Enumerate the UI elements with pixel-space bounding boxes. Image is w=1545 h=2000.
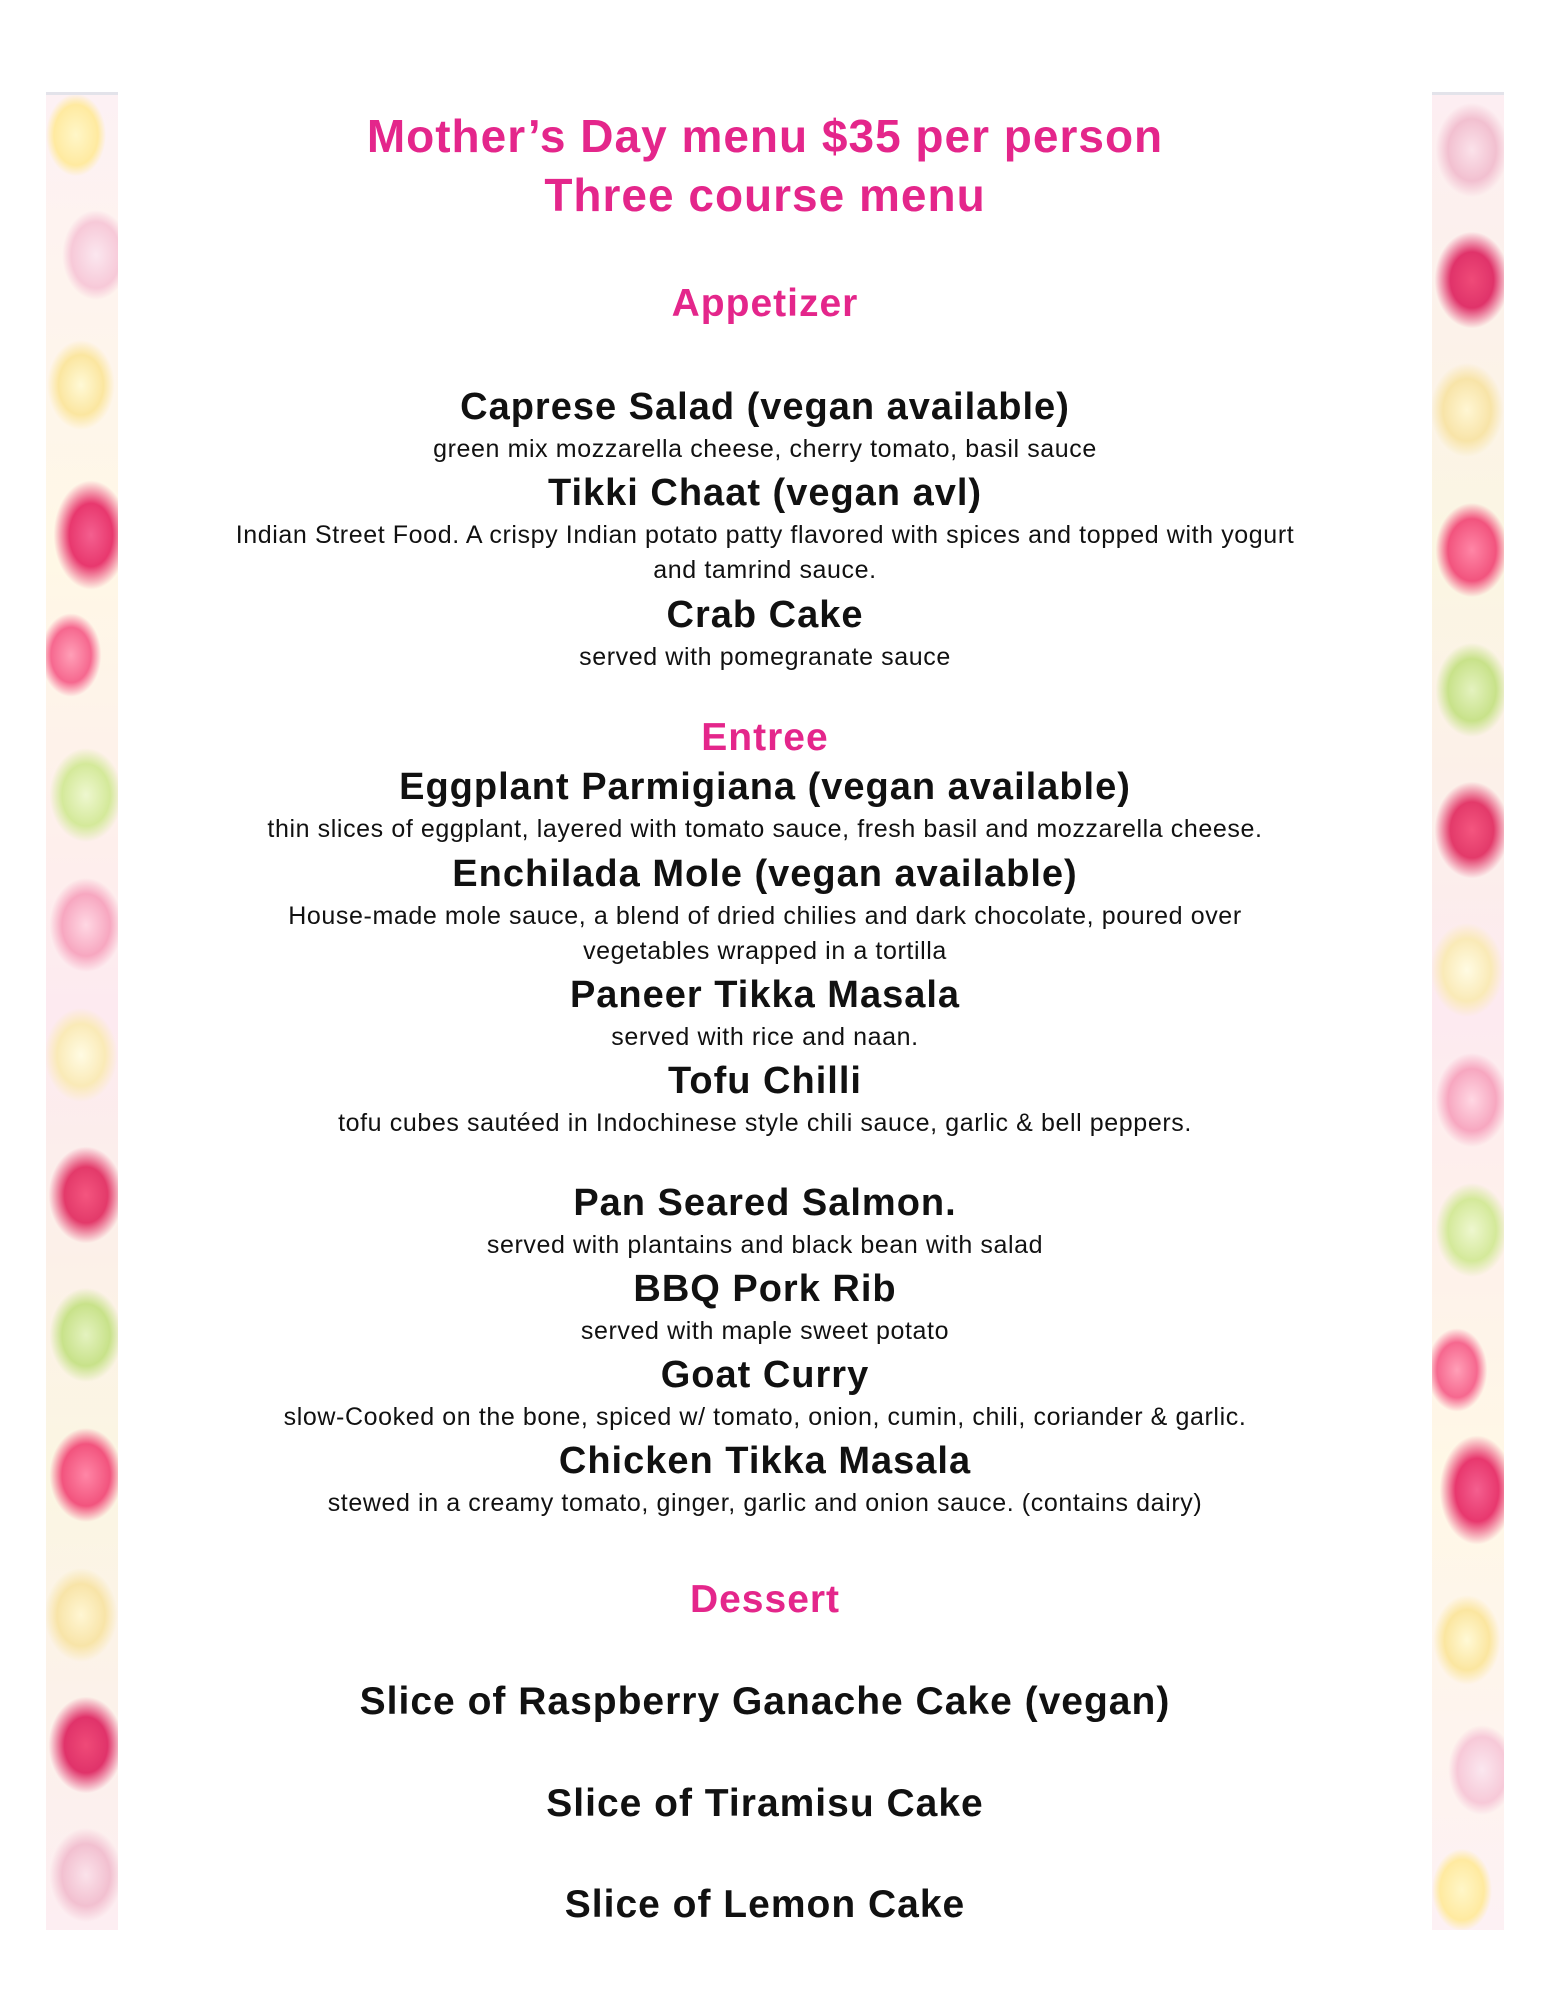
floral-border-right bbox=[1432, 95, 1504, 1930]
dessert-item-name: Slice of Tiramisu Cake bbox=[546, 1782, 984, 1825]
menu-item-name: Goat Curry bbox=[660, 1354, 870, 1396]
menu-item-name: Tikki Chaat (vegan avl) bbox=[547, 472, 983, 514]
menu-item-description: slow-Cooked on the bone, spiced w/ tomato, onion, cumin, chili, coriander & garlic. bbox=[283, 1403, 1247, 1431]
menu-item-description: green mix mozzarella cheese, cherry tomato, basil sauce bbox=[433, 435, 1097, 463]
section-heading-dessert: Dessert bbox=[689, 1578, 841, 1621]
menu-item-name: Eggplant Parmigiana (vegan available) bbox=[399, 766, 1131, 808]
menu-item-description: Indian Street Food. A crispy Indian potato patty flavored with spices and topped with yogurt bbox=[235, 521, 1295, 549]
menu-item-name: Crab Cake bbox=[666, 594, 864, 636]
floral-border-left bbox=[46, 95, 118, 1930]
menu-item-description: thin slices of eggplant, layered with tomato sauce, fresh basil and mozzarella cheese. bbox=[267, 815, 1263, 843]
menu-item-name: Enchilada Mole (vegan available) bbox=[452, 853, 1078, 895]
menu-item-name: Paneer Tikka Masala bbox=[569, 974, 961, 1016]
menu-item-name: Caprese Salad (vegan available) bbox=[460, 386, 1070, 428]
menu-item-description: vegetables wrapped in a tortilla bbox=[583, 937, 947, 965]
menu-title: Mother’s Day menu $35 per person bbox=[366, 110, 1164, 162]
dessert-item-name: Slice of Lemon Cake bbox=[564, 1883, 966, 1926]
section-heading-entree: Entree bbox=[701, 716, 829, 759]
menu-item-description: served with maple sweet potato bbox=[580, 1317, 950, 1345]
menu-item-description: tofu cubes sautéed in Indochinese style chili sauce, garlic & bell peppers. bbox=[338, 1109, 1192, 1137]
menu-item-description: and tamrind sauce. bbox=[653, 556, 877, 584]
dessert-item-name: Slice of Raspberry Ganache Cake (vegan) bbox=[359, 1680, 1171, 1723]
menu-subtitle: Three course menu bbox=[544, 169, 986, 221]
menu-item-name: Tofu Chilli bbox=[668, 1060, 862, 1102]
menu-item-name: Pan Seared Salmon. bbox=[573, 1182, 957, 1224]
menu-item-description: House-made mole sauce, a blend of dried chilies and dark chocolate, poured over bbox=[288, 902, 1242, 930]
menu-item-description: served with pomegranate sauce bbox=[579, 643, 951, 671]
menu-item-name: BBQ Pork Rib bbox=[633, 1268, 897, 1310]
section-heading-appetizer: Appetizer bbox=[671, 282, 859, 325]
menu-item-description: stewed in a creamy tomato, ginger, garlic and onion sauce. (contains dairy) bbox=[327, 1489, 1203, 1517]
menu-item-description: served with plantains and black bean with salad bbox=[486, 1231, 1044, 1259]
menu-item-name: Chicken Tikka Masala bbox=[558, 1440, 972, 1482]
menu-item-description: served with rice and naan. bbox=[611, 1023, 919, 1051]
